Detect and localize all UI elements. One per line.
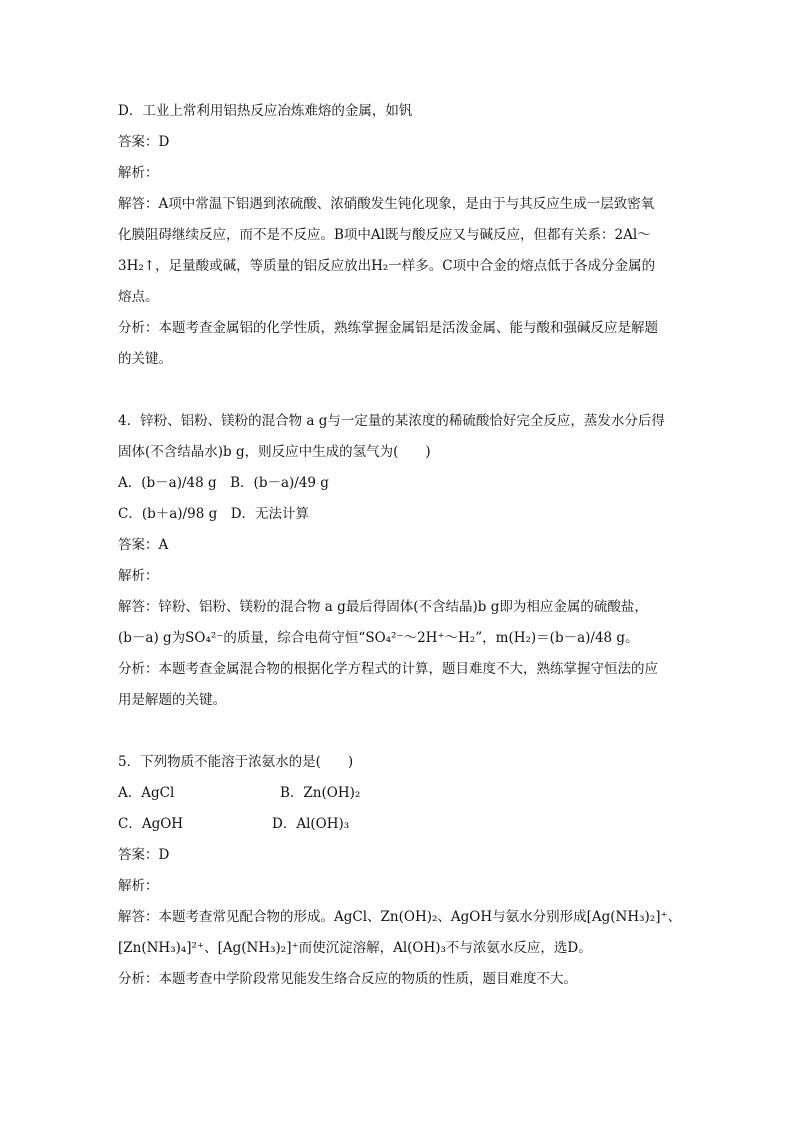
- q5-analysis-label: 解析：: [118, 878, 159, 894]
- q4-stem-line: 4．锌粉、铝粉、镁粉的混合物 a g与一定量的某浓度的稀硫酸恰好完全反应，蒸发水分后得: [118, 413, 665, 429]
- q5-answer: 答案：D: [118, 847, 170, 863]
- q4-analysis-label: 解析：: [118, 568, 159, 584]
- q5-solution-line: [Zn(NH₃)₄]²⁺、[Ag(NH₃)₂]⁺而使沉淀溶解，Al(OH)₃不与浓氨水反应，选D。: [118, 940, 592, 956]
- q3-analysis-label: 解析：: [118, 165, 159, 181]
- q5-solution-line: 解答：本题考查常见配合物的形成。AgCl、Zn(OH)₂、AgOH与氨水分别形成[Ag(NH₃)₂]⁺、: [118, 909, 682, 925]
- q3-answer: 答案：D: [118, 134, 170, 150]
- q3-solution-line: 解答：A项中常温下铝遇到浓硫酸、浓硝酸发生钝化现象，是由于与其反应生成一层致密氧: [118, 196, 655, 212]
- q5-options-row: [118, 778, 678, 809]
- q4-solution-line: (b－a) g为SO₄²⁻的质量，综合电荷守恒“SO₄²⁻～2H⁺～H₂”，m(H₂)＝(b－a)/48 g。: [118, 630, 639, 646]
- section-spacer: [118, 716, 678, 747]
- q3-solution-line: 3H₂↑，足量酸或碱，等质量的铝反应放出H₂一样多。C项中合金的熔点低于各成分金属的: [118, 258, 656, 274]
- q3-option-d: D．工业上常利用铝热反应冶炼难熔的金属，如钒: [118, 103, 413, 119]
- q4-remark-line: 用是解题的关键。: [118, 692, 226, 708]
- q5-options-row: [118, 809, 678, 840]
- q4-answer: 答案：A: [118, 537, 169, 553]
- q3-solution-line: 熔点。: [118, 289, 159, 305]
- q5-option-d: D．Al(OH)₃: [272, 816, 350, 832]
- q3-solution-line: 化膜阻碍继续反应，而不是不反应。B项中Al既与酸反应又与碱反应，但都有关系：2Al～: [118, 227, 651, 243]
- document-page: [118, 96, 682, 995]
- q5-remark: 分析：本题考查中学阶段常见能发生络合反应的物质的性质，题目难度不大。: [118, 971, 577, 987]
- q4-stem-line: 固体(不含结晶水)b g，则反应中生成的氢气为( ): [118, 444, 431, 460]
- q5-option-c: C．AgOH: [118, 816, 184, 832]
- q3-remark-line: 的关键。: [118, 351, 172, 367]
- section-spacer: [118, 375, 678, 406]
- q4-options-line: A．(b－a)/48 g B．(b－a)/49 g: [118, 475, 329, 491]
- q5-option-b: B．Zn(OH)₂: [280, 785, 361, 801]
- q4-remark-line: 分析：本题考查金属混合物的根据化学方程式的计算，题目难度不大，熟练掌握守恒法的应: [118, 661, 658, 677]
- q4-options-line: C．(b＋a)/98 g D．无法计算: [118, 506, 310, 522]
- q5-option-a: A．AgCl: [118, 785, 175, 801]
- q4-solution-line: 解答：锌粉、铝粉、镁粉的混合物 a g最后得固体(不含结晶)b g即为相应金属的硫酸盐，: [118, 599, 648, 615]
- q5-stem: 5．下列物质不能溶于浓氨水的是( ): [118, 754, 354, 770]
- q3-remark-line: 分析：本题考查金属铝的化学性质，熟练掌握金属铝是活泼金属、能与酸和强碱反应是解题: [118, 320, 658, 336]
